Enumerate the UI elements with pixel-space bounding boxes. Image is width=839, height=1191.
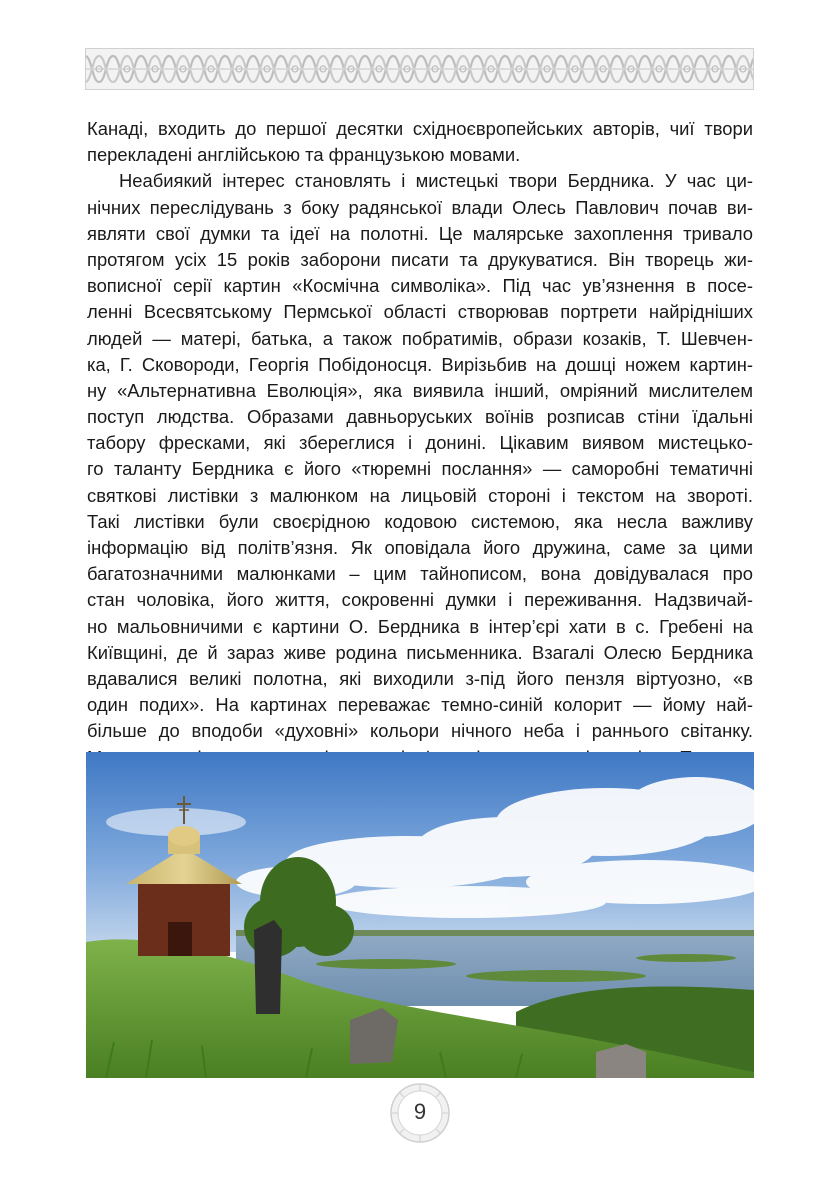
text-line: стан чоловіка, його життя, сокровенні думки і переживання. Надзвичай- — [87, 589, 753, 611]
text-line: нічних переслідувань з боку радянської влади Олесь Павлович почав ви- — [87, 196, 753, 218]
text-line: ленні Всесвятському Пермської області створював портрети найрідніших — [87, 301, 753, 323]
memorial-stone — [254, 920, 282, 1014]
text-line: людей — матері, батька, а також побратимів, образи козаків, Т. Шевчен- — [87, 327, 753, 349]
body-text — [87, 116, 753, 797]
text-line: Такі листівки були своєрідною кодовою системою, яка несла важливу — [87, 510, 753, 532]
text-line: святкові листівки з малюнком на лицьовій стороні і текстом на звороті. — [87, 484, 753, 506]
text-line: багатозначними малюнками – цим тайнописом, вона довідувалася про — [87, 563, 753, 585]
landscape-photo — [86, 752, 754, 1078]
text-line: ну «Альтернативна Еволюція», яка виявила інший, омріяний мислителем — [87, 379, 753, 401]
text-line: являти свої думки та ідеї на полотні. Це малярське захоплення тривало — [87, 222, 753, 244]
text-line: більше до вподоби «духовні» кольори нічного неба і раннього світанку. — [87, 720, 753, 742]
page-number-badge — [389, 1082, 451, 1144]
text-line: поступ людства. Образами давньоруських воїнів розписав стіни їдальні — [87, 406, 753, 428]
text-line: один подих». На картинах переважає темно-синій колорит — йому най- — [87, 694, 753, 716]
text-line: Київщині, де й зараз живе родина письменника. Взагалі Олесю Бердника — [87, 641, 753, 663]
text-line: ка, Г. Сковороди, Георгія Побідоносця. Вирізьбив на дошці ножем картин- — [87, 353, 753, 375]
text-line: вописної серії картин «Космічна символіка». Під час ув’язнення в посе- — [87, 275, 753, 297]
text-line: Неабиякий інтерес становлять і мистецькі твори Бердника. У час ци- — [119, 170, 753, 192]
text-line: Канаді, входить до першої десятки східноєвропейських авторів, чиї твори — [87, 118, 753, 139]
text-line: протягом усіх 15 років заборони писати та друкуватися. Він творець жи- — [87, 248, 753, 270]
page-number: 9 — [413, 1099, 427, 1124]
text-line: інформацію від політв’язня. Як оповідала його дружина, саме за цими — [87, 537, 753, 558]
text-line: перекладені англійською та французькою мовами. — [87, 144, 521, 166]
text-line: вдавалися великі полотна, які виходили з-під його пензля віртуозно, «в — [87, 667, 753, 689]
text-line: но мальовничими є картини О. Бердника в інтер’єрі хати в с. Гребені на — [87, 615, 753, 637]
text-line: го таланту Бердника є його «тюремні послання» — саморобні тематичні — [87, 458, 753, 480]
text-line: табору фресками, які збереглися і донині. Цікавим виявом мистецько- — [87, 432, 753, 454]
celtic-ornament-band — [85, 48, 754, 90]
